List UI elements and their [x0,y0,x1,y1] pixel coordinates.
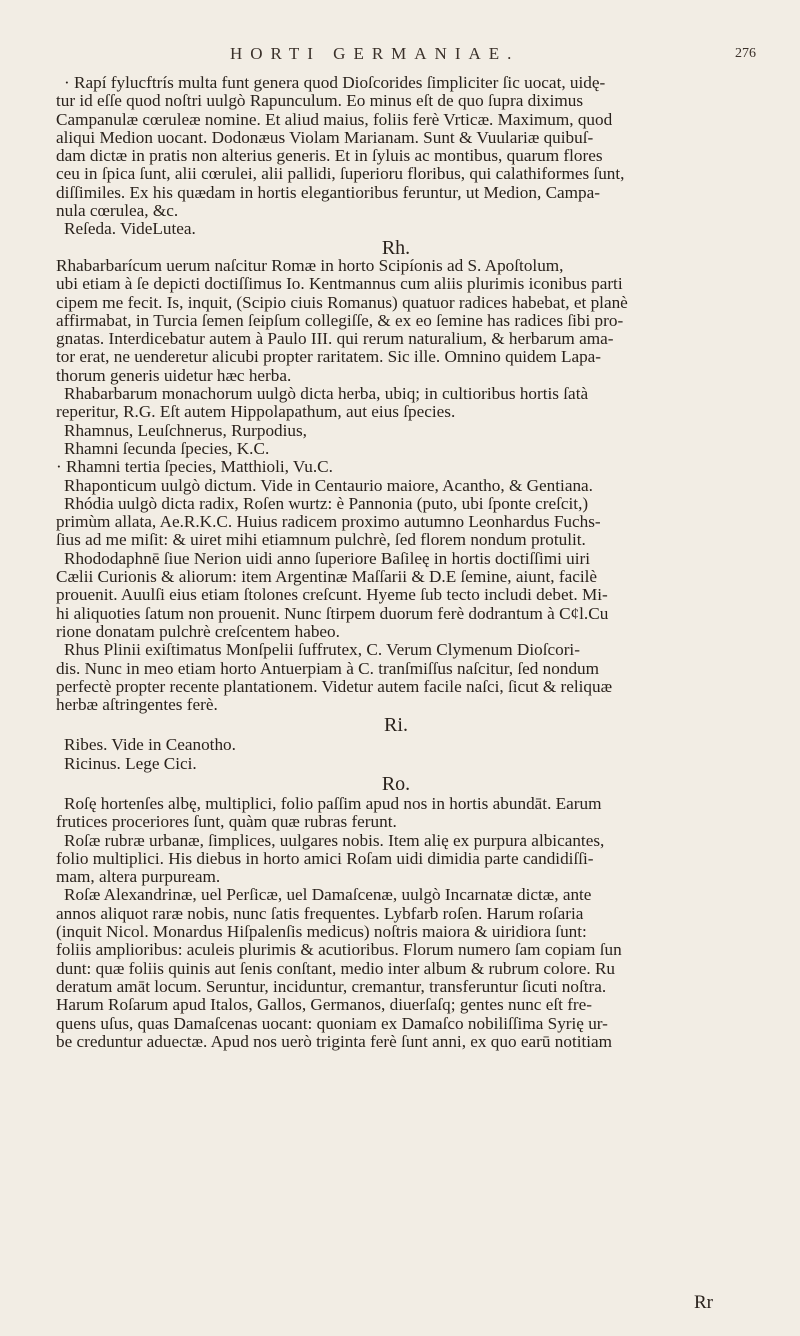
text-line: reperitur, R.G. Eſt autem Hippolapathum, aut eius ſpecies. [56,402,456,422]
text-line: foliis amplioribus: aculeis plurimis & acutioribus. Florum numero ſam copiam ſun [56,940,622,960]
text-line: Rhamni ſecunda ſpecies, K.C. [64,438,270,458]
catchword: Rr [694,1292,713,1313]
text-line: Roſę hortenſes albę, multiplici, folio paſſim apud nos in hortis abundāt. Earum [64,793,602,813]
text-line: Harum Roſarum apud Italos, Gallos, Germanos, diuerſaſq; gentes nunc eſt fre- [56,995,593,1015]
text-line: ubi etiam à ſe depicti doctiſſimus Io. Kentmannus cum aliis plurimis iconibus parti [56,274,623,294]
text-line: Cælii Curionis & aliorum: item Argentinæ Maſſarii & D.E ſemine, aiunt, facilè [56,567,598,587]
text-line: dunt: quæ foliis quinis aut ſenis conſtant, medio inter album & rubrum colore. Ru [56,958,615,978]
text-line: ſius ad me miſit: & uiret mihi etiamnum pulchrè, ſed florem nondum protulit. [56,530,586,550]
text-line: Reſeda. VideLutea. [64,219,196,239]
text-line: frutices proceriores ſunt, quàm quæ rubras ferunt. [56,812,397,832]
text-line: deratum amāt locum. Seruntur, inciduntur, cremantur, transferuntur ſicuti noſtra. [56,976,607,996]
text-line: Roſæ rubræ urbanæ, ſimplices, uulgares nobis. Item alię ex purpura albicantes, [64,830,605,850]
text-line: cipem me fecit. Is, inquit, (Scipio ciuis Romanus) quatuor radices habebat, et planè [56,292,628,312]
text-line: prouenit. Auulſi eius etiam ſtolones creſcunt. Hyeme ſub tecto includi debet. Mi- [56,585,608,605]
text-line: gnatas. Interdicebatur autem à Paulo III. qui rerum naturalium, & herbarum ama- [56,329,614,349]
text-line: Rhódia uulgò dicta radix, Roſen wurtz: è Pannonia (puto, ubi ſponte creſcit,) [64,493,589,513]
text-line: tor erat, ne uenderetur alicubi propter raritatem. Sic ille. Omnino quidem Lapa- [56,347,602,367]
text-line: dis. Nunc in meo etiam horto Antuerpiam à C. tranſmiſſus naſcitur, ſed nondum [56,658,600,678]
text-line: Ribes. Vide in Ceanotho. [64,735,236,755]
body-text [56,74,736,1051]
text-line: Rhododaphnē ſiue Nerion uidi anno ſuperiore Baſileę in hortis doctiſſimi uiri [64,548,591,568]
text-line: dam dictæ in pratis non alterius generis. Et in ſyluis ac montibus, quarum flores [56,146,603,166]
text-line: · Rapí fylucftrís multa funt genera quod Dioſcorides ſimpliciter ſic uocat, uidę- [64,73,606,92]
text-line: (inquit Nicol. Monardus Hiſpalenſis medicus) noſtris maiora & uiridiora ſunt: [56,922,587,942]
text-line: nula cœrulea, &c. [56,201,179,221]
text-line: · Rhamni tertia ſpecies, Matthioli, Vu.C. [56,457,333,477]
running-head: HORTI GERMANIAE. [230,44,520,63]
text-line: Rhamnus, Leuſchnerus, Rurpodius, [64,420,307,440]
text-line: Campanulæ cœruleæ nomine. Et aliud maius, foliis ferè Vrticæ. Maximum, quod [56,109,613,129]
text-line: primùm allata, Ae.R.K.C. Huius radicem proximo autumno Leonhardus Fuchs- [56,512,601,532]
text-line: Rhabarbarum monachorum uulgò dicta herba, ubiq; in cultioribus hortis ſatà [64,384,589,404]
page-header [0,44,800,74]
text-line: mam, altera purpuream. [56,867,221,887]
text-line: rione donatam pulchrè creſcentem habeo. [56,621,340,641]
text-line: affirmabat, in Turcia ſemen ſeipſum collegiſſe, & ex eo ſemine has radices ſibi pro- [56,310,624,330]
text-line: Ricinus. Lege Cici. [64,753,197,773]
text-line: aliqui Medion uocant. Dodonæus Violam Marianam. Sunt & Vuulariæ quibuſ- [56,127,594,147]
text-line: Rhus Plinii exiſtimatus Monſpelii ſuffrutex, C. Verum Clymenum Dioſcori- [64,640,580,660]
text-line: Rhaponticum uulgò dictum. Vide in Centaurio maiore, Acantho, & Gentiana. [64,475,593,495]
text-line: Rhabarbarícum uerum naſcitur Romæ in horto Scipíonis ad S. Apoſtolum, [56,255,564,275]
page-number: 276 [735,46,756,61]
text-line: annos aliquot raræ nobis, nunc ſatis frequentes. Lybfarb roſen. Harum roſaria [56,903,584,923]
text-line: thorum generis uidetur hæc herba. [56,365,292,385]
text-line: hi aliquoties ſatum non prouenit. Nunc ſtirpem duorum ferè dodrantum à C¢l.Cu [56,603,609,623]
text-line: ceu in ſpica ſunt, alii cœrulei, alii pallidi, ſuperioru floribus, qui calathiformes ſunt, [56,164,625,184]
text-line: quens uſus, quas Damaſcenas uocant: quoniam ex Damaſco nobiliſſima Syrię ur- [56,1013,608,1033]
text-line: folio multiplici. His diebus in horto amici Roſam uidi dimidia parte candidiſſi- [56,848,594,868]
text-line: herbæ aſtringentes ferè. [56,695,218,715]
section-letter-heading: Rh. [381,236,411,259]
text-line: diſſimiles. Ex his quædam in hortis elegantioribus feruntur, ut Medion, Campa- [56,182,600,202]
text-line: be creduntur aduectæ. Apud nos uerò triginta ferè ſunt anni, ex quo earū notitiam [56,1031,613,1051]
section-letter-heading: Ro. [381,772,411,795]
text-line: tur id eſſe quod noſtri uulgò Rapunculum. Eo minus eſt de quo ſupra diximus [56,91,584,111]
text-line: Roſæ Alexandrinæ, uel Perſicæ, uel Damaſcenæ, uulgò Incarnatæ dictæ, ante [64,885,592,905]
section-letter-heading: Ri. [384,714,408,737]
text-line: perfectè propter recente plantationem. Videtur autem facile naſci, ſicut & reliquæ [56,676,613,696]
